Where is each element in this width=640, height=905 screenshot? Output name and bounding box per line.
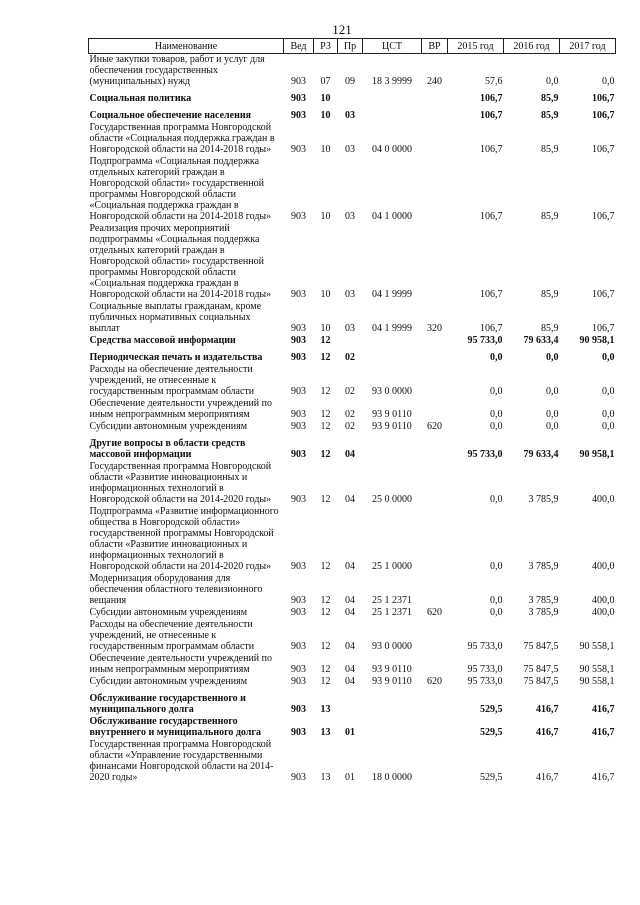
row-ved: 903: [291, 607, 306, 618]
table-header-row: [89, 39, 616, 54]
table-row: [89, 607, 616, 619]
row-2016: 85,9: [541, 93, 559, 104]
row-vr: [422, 88, 448, 105]
row-rz: 13: [320, 772, 331, 783]
row-rz: 12: [320, 352, 331, 363]
row-pr: 03: [345, 289, 355, 300]
row-2015: 0,0: [490, 494, 503, 505]
row-2015: 95 733,0: [467, 449, 503, 460]
row-name: Модернизация оборудования для обеспечения областного телевизионного вещания: [89, 573, 263, 606]
row-pr: [338, 688, 363, 716]
row-vr: 620: [427, 607, 442, 618]
row-2016: 0,0: [546, 352, 559, 363]
table-row: [89, 461, 616, 506]
row-name: Социальное обеспечение населения: [89, 110, 252, 121]
row-2015: 0,0: [490, 421, 503, 432]
row-rz: 10: [320, 323, 331, 334]
row-cst: 25 1 0000: [372, 561, 412, 572]
table-row: [89, 716, 616, 739]
table-row: [89, 347, 616, 364]
row-ved: 903: [291, 664, 306, 675]
row-vr: [422, 398, 448, 421]
row-2016: 75 847,5: [523, 676, 559, 687]
row-cst: 25 0 0000: [372, 494, 412, 505]
row-2017: 400,0: [592, 595, 615, 606]
header-ved: Вед: [284, 39, 314, 54]
row-2016: 75 847,5: [523, 664, 559, 675]
row-pr: 04: [345, 449, 355, 460]
row-ved: 903: [291, 76, 306, 87]
row-rz: 10: [320, 211, 331, 222]
row-pr: 04: [345, 561, 355, 572]
row-2015: 106,7: [480, 323, 503, 334]
row-2015: 0,0: [490, 607, 503, 618]
row-2016: 85,9: [541, 323, 559, 334]
row-2016: 3 785,9: [528, 607, 559, 618]
row-pr: 01: [345, 727, 355, 738]
row-rz: 07: [320, 76, 331, 87]
table-row: [89, 653, 616, 676]
row-2017: 106,7: [592, 211, 615, 222]
row-cst: [363, 347, 422, 364]
row-2015: 95 733,0: [467, 676, 503, 687]
row-pr: 03: [345, 211, 355, 222]
header-2016: 2016 год: [504, 39, 560, 54]
row-rz: 12: [320, 335, 331, 346]
table-row: [89, 398, 616, 421]
row-2016: 0,0: [546, 76, 559, 87]
row-vr: [422, 461, 448, 506]
row-cst: 25 1 2371: [372, 595, 412, 606]
table-body: [89, 54, 616, 785]
row-cst: 04 0 0000: [372, 144, 412, 155]
row-ved: 903: [291, 641, 306, 652]
table-row: [89, 54, 616, 89]
table-row: [89, 506, 616, 573]
row-name: Государственная программа Новгородской области «Развитие инновационных и информационных технологий в Новгородской области на 2014-2020 годы»: [89, 461, 272, 505]
row-rz: 13: [320, 727, 331, 738]
row-name: Обслуживание государственного внутреннего и муниципального долга: [89, 716, 261, 738]
row-pr: 03: [345, 323, 355, 334]
table-row: [89, 676, 616, 688]
row-ved: 903: [291, 449, 306, 460]
row-ved: 903: [291, 494, 306, 505]
row-2016: 416,7: [536, 772, 559, 783]
row-cst: 18 0 0000: [372, 772, 412, 783]
row-ved: 903: [291, 144, 306, 155]
row-cst: 25 1 2371: [372, 607, 412, 618]
row-2017: 416,7: [592, 772, 615, 783]
row-pr: 04: [345, 641, 355, 652]
row-ved: 903: [291, 561, 306, 572]
header-cst: ЦСТ: [363, 39, 422, 54]
row-2016: 416,7: [536, 727, 559, 738]
row-name: Средства массовой информации: [89, 335, 236, 346]
row-ved: 903: [291, 772, 306, 783]
row-pr: 09: [345, 76, 355, 87]
row-rz: 12: [320, 607, 331, 618]
row-2017: 106,7: [592, 289, 615, 300]
row-vr: 620: [427, 676, 442, 687]
row-2017: 416,7: [592, 727, 615, 738]
row-ved: 903: [291, 110, 306, 121]
row-2016: 79 633,4: [523, 335, 559, 346]
row-2017: 90 558,1: [579, 641, 615, 652]
header-2017: 2017 год: [560, 39, 616, 54]
row-2016: 85,9: [541, 289, 559, 300]
row-2017: 0,0: [602, 409, 615, 420]
header-name: Наименование: [89, 39, 284, 54]
row-pr: 04: [345, 595, 355, 606]
row-ved: 903: [291, 595, 306, 606]
row-vr: [422, 122, 448, 156]
table-row: [89, 433, 616, 461]
row-vr: [422, 364, 448, 398]
row-2017: 0,0: [602, 76, 615, 87]
row-cst: 04 1 9999: [372, 289, 412, 300]
row-2016: 0,0: [546, 386, 559, 397]
row-ved: 903: [291, 323, 306, 334]
row-2015: 106,7: [480, 93, 503, 104]
row-2015: 529,5: [480, 727, 503, 738]
row-rz: 12: [320, 449, 331, 460]
row-2015: 529,5: [480, 772, 503, 783]
table-row: [89, 335, 616, 347]
row-name: Расходы на обеспечение деятельности учреждений, не отнесенные к государственным программам области: [89, 364, 255, 397]
row-cst: [363, 88, 422, 105]
row-pr: [338, 335, 363, 347]
row-rz: 13: [320, 704, 331, 715]
row-2016: 3 785,9: [528, 595, 559, 606]
row-pr: 02: [345, 352, 355, 363]
row-name: Обслуживание государственного и муниципального долга: [89, 693, 246, 715]
row-name: Субсидии автономным учреждениям: [89, 421, 248, 432]
row-pr: 04: [345, 607, 355, 618]
row-2017: 0,0: [602, 352, 615, 363]
row-cst: [363, 105, 422, 122]
row-vr: [422, 105, 448, 122]
row-name: Субсидии автономным учреждениям: [89, 607, 248, 618]
row-pr: 02: [345, 409, 355, 420]
row-pr: 02: [345, 421, 355, 432]
row-pr: 04: [345, 664, 355, 675]
row-pr: 04: [345, 676, 355, 687]
row-name: Другие вопросы в области средств массовой информации: [89, 438, 246, 460]
row-rz: 12: [320, 561, 331, 572]
row-ved: 903: [291, 676, 306, 687]
row-2017: 106,7: [592, 144, 615, 155]
row-vr: [422, 739, 448, 784]
row-vr: [422, 619, 448, 653]
row-vr: [422, 573, 448, 607]
row-name: Расходы на обеспечение деятельности учреждений, не отнесенные к государственным программам области: [89, 619, 255, 652]
row-vr: [422, 156, 448, 223]
header-rz: РЗ: [314, 39, 338, 54]
row-vr: [422, 653, 448, 676]
row-cst: 93 0 0000: [372, 386, 412, 397]
table-row: [89, 421, 616, 433]
row-name: Реализация прочих мероприятий подпрограммы «Социальная поддержка отдельных категорий граждан в Новгородской области» государственной программы Новгородской области «Социальная поддержка граждан в Новгородской области на 2014-2018 годы»: [89, 223, 272, 300]
row-2015: 0,0: [490, 561, 503, 572]
row-cst: 93 9 0110: [372, 421, 412, 432]
table-row: [89, 739, 616, 784]
row-ved: 903: [291, 335, 306, 346]
row-cst: 93 0 0000: [372, 641, 412, 652]
row-vr: [422, 223, 448, 301]
row-ved: 903: [291, 704, 306, 715]
row-cst: 04 1 0000: [372, 211, 412, 222]
row-2017: 400,0: [592, 494, 615, 505]
row-2016: 3 785,9: [528, 561, 559, 572]
row-2016: 0,0: [546, 421, 559, 432]
row-rz: 12: [320, 641, 331, 652]
budget-table: [88, 38, 616, 784]
row-name: Государственная программа Новгородской области «Социальная поддержка граждан в Новгородской области на 2014-2018 годы»: [89, 122, 275, 155]
row-name: Социальные выплаты гражданам, кроме публичных нормативных социальных выплат: [89, 301, 262, 334]
table-row: [89, 105, 616, 122]
row-2016: 79 633,4: [523, 449, 559, 460]
row-ved: 903: [291, 211, 306, 222]
row-2017: 106,7: [592, 110, 615, 121]
row-2015: 0,0: [490, 409, 503, 420]
table-row: [89, 223, 616, 301]
row-2015: 106,7: [480, 110, 503, 121]
table-row: [89, 88, 616, 105]
row-2017: 106,7: [592, 323, 615, 334]
row-2017: 0,0: [602, 421, 615, 432]
page-number: 121: [332, 22, 352, 37]
row-2015: 95 733,0: [467, 641, 503, 652]
row-2016: 75 847,5: [523, 641, 559, 652]
row-ved: 903: [291, 386, 306, 397]
row-vr: [422, 347, 448, 364]
row-2017: 90 958,1: [579, 335, 615, 346]
row-name: Обеспечение деятельности учреждений по иным непрограммным мероприятиям: [89, 653, 273, 675]
row-name: Подпрограмма «Развитие информационного общества в Новгородской области» государственной программы Новгородской области «Развитие инновационных и информационных технологий в Новгородской области на 2014-2020 годы»: [89, 506, 279, 572]
row-vr: 620: [427, 421, 442, 432]
row-2017: 400,0: [592, 607, 615, 618]
row-2015: 106,7: [480, 144, 503, 155]
row-rz: 12: [320, 494, 331, 505]
row-vr: 240: [427, 76, 442, 87]
row-vr: [422, 335, 448, 347]
row-cst: 18 3 9999: [372, 76, 412, 87]
table-row: [89, 619, 616, 653]
row-name: Социальная политика: [89, 93, 192, 104]
row-2017: 106,7: [592, 93, 615, 104]
row-vr: [422, 716, 448, 739]
row-vr: 320: [427, 323, 442, 334]
row-rz: 12: [320, 595, 331, 606]
row-name: Иные закупки товаров, работ и услуг для обеспечения государственных (муниципальных) нужд: [89, 54, 265, 87]
row-2015: 106,7: [480, 289, 503, 300]
header-2015: 2015 год: [448, 39, 504, 54]
row-rz: 12: [320, 386, 331, 397]
row-2015: 0,0: [490, 352, 503, 363]
row-ved: 903: [291, 289, 306, 300]
row-rz: 10: [320, 289, 331, 300]
row-rz: 10: [320, 93, 331, 104]
row-rz: 12: [320, 664, 331, 675]
row-ved: 903: [291, 409, 306, 420]
row-pr: 02: [345, 386, 355, 397]
row-2016: 3 785,9: [528, 494, 559, 505]
row-2017: 400,0: [592, 561, 615, 572]
row-rz: 12: [320, 421, 331, 432]
header-pr: Пр: [338, 39, 363, 54]
row-2015: 95 733,0: [467, 664, 503, 675]
header-vr: ВР: [422, 39, 448, 54]
row-pr: 04: [345, 494, 355, 505]
row-rz: 10: [320, 110, 331, 121]
row-2015: 106,7: [480, 211, 503, 222]
row-2016: 85,9: [541, 144, 559, 155]
table-row: [89, 364, 616, 398]
row-name: Обеспечение деятельности учреждений по иным непрограммным мероприятиям: [89, 398, 273, 420]
row-name: Периодическая печать и издательства: [89, 352, 263, 363]
row-vr: [422, 433, 448, 461]
row-cst: 04 1 9999: [372, 323, 412, 334]
row-2015: 529,5: [480, 704, 503, 715]
row-rz: 12: [320, 409, 331, 420]
row-rz: 10: [320, 144, 331, 155]
row-name: Субсидии автономным учреждениям: [89, 676, 248, 687]
row-2017: 416,7: [592, 704, 615, 715]
row-2017: 90 558,1: [579, 676, 615, 687]
row-2016: 416,7: [536, 704, 559, 715]
row-cst: 93 9 0110: [372, 409, 412, 420]
row-pr: 03: [345, 144, 355, 155]
table-row: [89, 688, 616, 716]
row-name: Государственная программа Новгородской области «Управление государственными финансами Новгородской области на 2014-2020 годы»: [89, 739, 274, 783]
row-2016: 85,9: [541, 211, 559, 222]
table-row: [89, 573, 616, 607]
row-cst: [363, 433, 422, 461]
row-vr: [422, 506, 448, 573]
row-ved: 903: [291, 352, 306, 363]
row-2017: 90 958,1: [579, 449, 615, 460]
row-pr: 03: [345, 110, 355, 121]
row-ved: 903: [291, 93, 306, 104]
row-name: Подпрограмма «Социальная поддержка отдельных категорий граждан в Новгородской области» государственной программы Новгородской области «Социальная поддержка граждан в Новгородской области на 2014-2018 годы»: [89, 156, 272, 222]
row-ved: 903: [291, 421, 306, 432]
row-ved: 903: [291, 727, 306, 738]
row-2015: 57,6: [485, 76, 503, 87]
row-pr: 01: [345, 772, 355, 783]
row-2015: 0,0: [490, 595, 503, 606]
table-row: [89, 122, 616, 156]
table-row: [89, 301, 616, 335]
row-rz: 12: [320, 676, 331, 687]
row-2017: 0,0: [602, 386, 615, 397]
row-2016: 0,0: [546, 409, 559, 420]
row-cst: [363, 688, 422, 716]
table-row: [89, 156, 616, 223]
row-pr: [338, 88, 363, 105]
row-2015: 95 733,0: [467, 335, 503, 346]
row-2017: 90 558,1: [579, 664, 615, 675]
row-vr: [422, 688, 448, 716]
row-cst: 93 9 0110: [372, 676, 412, 687]
row-cst: 93 9 0110: [372, 664, 412, 675]
row-2016: 85,9: [541, 110, 559, 121]
row-2015: 0,0: [490, 386, 503, 397]
row-cst: [363, 716, 422, 739]
row-cst: [363, 335, 422, 347]
